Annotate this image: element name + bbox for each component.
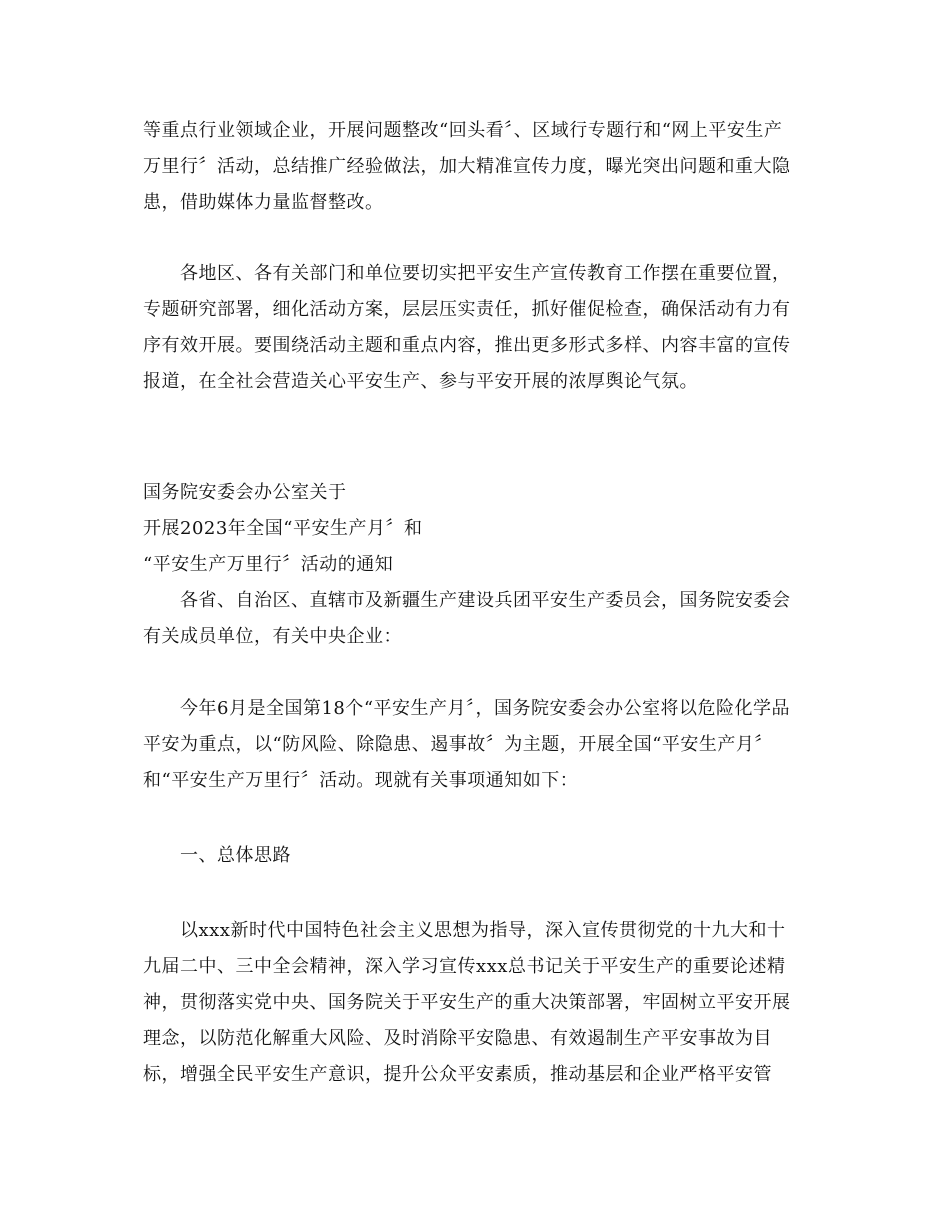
paragraph-4-line-4: 理念，以防范化解重大风险、及时消除平安隐患、有效遏制生产平安事故为目	[143, 1028, 772, 1049]
addressee-line-1: 各省、自治区、直辖市及新疆生产建设兵团平安生产委员会，国务院安委会	[180, 590, 791, 611]
paragraph-4-line-2: 九届二中、三中全会精神，深入学习宣传xxx总书记关于平安生产的重要论述精	[143, 956, 786, 977]
section-heading: 一、总体思路	[180, 845, 291, 866]
paragraph-3-line-3: 和“平安生产万里行〞活动。现就有关事项通知如下：	[143, 770, 579, 791]
paragraph-1-line-1: 等重点行业领域企业，开展问题整改“回头看〞、区域行专题行和“网上平安生产	[143, 120, 783, 141]
notice-title-line-2: 开展2023年全国“平安生产月〞和	[143, 518, 423, 539]
paragraph-4-line-5: 标，增强全民平安生产意识，提升公众平安素质，推动基层和企业严格平安管	[143, 1064, 772, 1085]
addressee-line-2: 有关成员单位，有关中央企业：	[143, 626, 402, 647]
notice-title-line-1: 国务院安委会办公室关于	[143, 482, 347, 503]
paragraph-2-line-1: 各地区、各有关部门和单位要切实把平安生产宣传教育工作摆在重要位置，	[180, 263, 791, 284]
paragraph-3-line-2: 平安为重点，以“防风险、除隐患、遏事故〞为主题，开展全国“平安生产月〞	[143, 734, 773, 755]
paragraph-1-line-3: 患，借助媒体力量监督整改。	[143, 192, 384, 213]
paragraph-4-line-3: 神，贯彻落实党中央、国务院关于平安生产的重大决策部署，牢固树立平安开展	[143, 992, 791, 1013]
paragraph-2-line-3: 序有效开展。要围绕活动主题和重点内容，推出更多形式多样、内容丰富的宣传	[143, 335, 791, 356]
paragraph-3-line-1: 今年6月是全国第18个“平安生产月〞，国务院安委会办公室将以危险化学品	[180, 698, 791, 719]
paragraph-1-line-2: 万里行〞活动，总结推广经验做法，加大精准宣传力度，曝光突出问题和重大隐	[143, 156, 791, 177]
paragraph-2-line-4: 报道，在全社会营造关心平安生产、参与平安开展的浓厚舆论气氛。	[143, 371, 698, 392]
notice-title-line-3: “平安生产万里行〞活动的通知	[143, 554, 394, 575]
paragraph-4-line-1: 以xxx新时代中国特色社会主义思想为指导，深入宣传贯彻党的十九大和十	[180, 920, 786, 941]
paragraph-2-line-2: 专题研究部署，细化活动方案，层层压实责任，抓好催促检查，确保活动有力有	[143, 299, 791, 320]
